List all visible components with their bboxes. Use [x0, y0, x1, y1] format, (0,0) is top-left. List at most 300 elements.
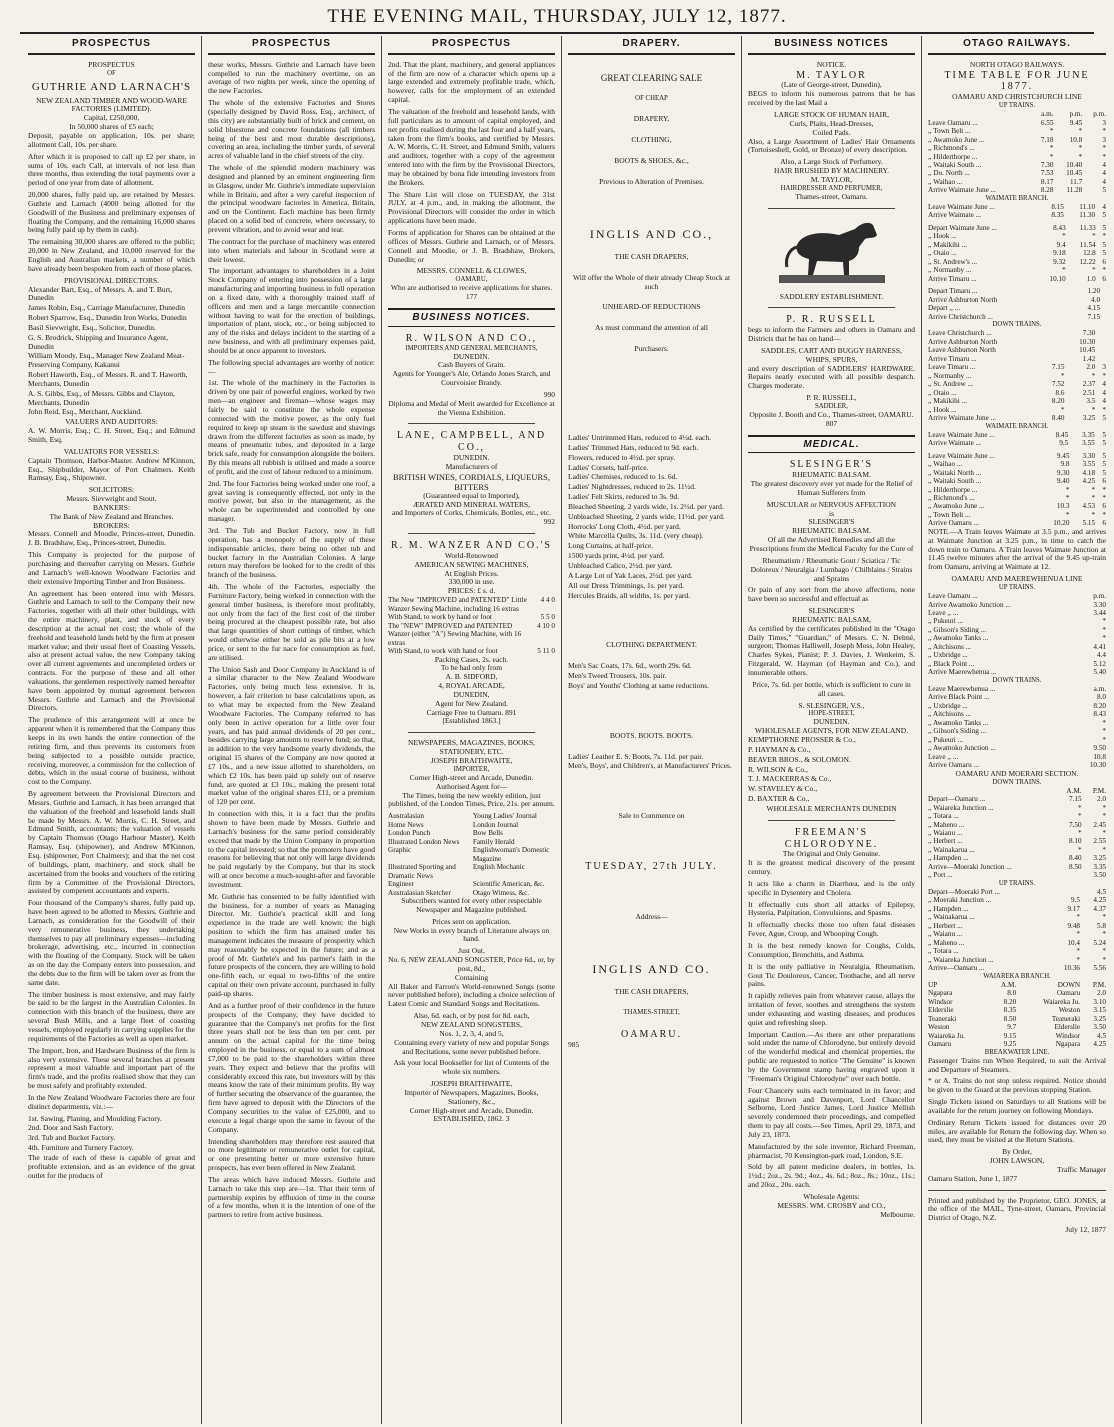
- time-cell: 4.5: [1097, 887, 1106, 896]
- time-cell: 9.4: [1056, 240, 1066, 249]
- ad-number: 3: [505, 1114, 510, 1124]
- freeman-line: Wholesale Agents:: [803, 1191, 860, 1201]
- ad-number: 177: [465, 292, 478, 302]
- taylor-name: M. TAYLOR,: [810, 174, 853, 184]
- timetable: [928, 592, 1106, 677]
- table-row: [928, 956, 1106, 964]
- time-cell: *: [1062, 232, 1066, 241]
- ad-number: 891: [505, 707, 517, 717]
- paragraph: Intending shareholders may therefore rest assured that no more legitimate or remunerative outlet for capital, or one presenting better or more extensive future prospects, has ever been offered in New Zealand.: [208, 1136, 375, 1173]
- time-cell: 9.18: [1053, 249, 1066, 258]
- braithwaite-line: Subscribers wanted for every other respectable Newspaper and Magazine published.: [401, 896, 542, 914]
- station-cell: ,, Waiareka Junction ...: [928, 803, 994, 812]
- wanzer-name: R. M. WANZER AND CO.'S: [391, 540, 552, 552]
- station-cell: ,, Black Point ...: [928, 659, 975, 668]
- time-cell: 5: [1102, 451, 1106, 460]
- station-cell: ,, Wainakarua ...: [928, 913, 975, 922]
- wholesale-merchants: WHOLESALE MERCHANTS DUNEDIN: [766, 803, 897, 813]
- time-cell: *: [1065, 494, 1070, 502]
- list-item: Ladies' Trimmed Hats, reduced to 9d. each.: [568, 442, 699, 452]
- time-cell: 9.30: [1056, 468, 1070, 477]
- paragraph: 20,000 shares, fully paid up, are retained by Messrs. Guthrie and Larnach (4000 being allotted for the Goodwill of the Business and preliminary expenses of floating the Company, and the remaining 16,000 shares being fully paid up by them in cash).: [28, 190, 195, 235]
- wanzer-goods: AMERICAN SEWING MACHINES,: [414, 559, 529, 569]
- slesinger-cert: As certified by the certificates published in the "Otago Daily Times," "Guardian," of Messrs. C. N. Delmé, surgeon; Thomas Halliwell, Joseph Moss, John Healey, Charles Sykes, Pianist; P. J. Davies, J. Wenkeim, S. Fitzgerald, W. Hayman (of Hayman and Co.), and innumerable others.: [748, 623, 915, 677]
- time-cell: 10.3: [1056, 502, 1070, 511]
- solicitors: Messrs. Sievwright and Stout.: [66, 494, 157, 504]
- table-row: [928, 346, 1106, 354]
- street: THAMES-STREET,: [623, 1008, 680, 1016]
- paragraph: 2nd. The four Factories being worked under one roof, a great saving is consequently effected, not only in the motive power, but also in the management, as the whole can be superintended and controlled by one manager.: [208, 478, 375, 524]
- time-cell: *: [1102, 955, 1106, 964]
- station-cell: ,, Port ...: [928, 871, 953, 880]
- station-cell: ,, Waianu ...: [928, 829, 963, 837]
- table-row: [928, 821, 1106, 829]
- sale-date: TUESDAY, 27th JULY.: [585, 861, 718, 873]
- table-row: [928, 685, 1106, 693]
- slesinger-line: Of all the Advertised Remedies and all the Prescriptions from the Medical Faculty for the Cure of: [749, 535, 914, 554]
- table-row: [928, 232, 1106, 240]
- table-row: [928, 258, 1106, 266]
- time-cell: 10.30: [1079, 337, 1096, 346]
- time-cell: 2.55: [1093, 837, 1106, 846]
- time-cell: 5: [1102, 249, 1106, 258]
- table-row: [928, 601, 1106, 609]
- station-cell: ,, Richmond's ...: [928, 144, 975, 153]
- table-row: [388, 863, 555, 880]
- time-cell: 2.37: [1082, 380, 1096, 389]
- list-item: Ladies' Chemises, reduced to 1s. 6d.: [568, 472, 678, 482]
- freeman-para: It acts like a charm in Diarrhœa, and is the only specific in Dysentery and Cholera.: [748, 878, 915, 897]
- taylor-stock: LARGE STOCK OF HUMAN HAIR,: [773, 109, 890, 119]
- braithwaite-head: NEWSPAPERS, MAGAZINES, BOOKS, STATIONERY, ETC.: [407, 738, 536, 757]
- time-cell: 11.30: [1079, 211, 1096, 220]
- table-row: [928, 643, 1106, 651]
- timetable: [928, 329, 1106, 422]
- lane-place: DUNEDIN.: [453, 453, 490, 463]
- agent: P. HAYMAN & Co.,: [748, 744, 811, 754]
- table-row: [928, 380, 1106, 388]
- table-row: [928, 439, 1106, 447]
- timetable-title: TIME TABLE FOR JUNE 1877.: [944, 69, 1090, 93]
- time-cell: *: [1102, 510, 1106, 519]
- time-cell: 12.8: [1083, 249, 1096, 258]
- director: William Moody, Esq., Manager New Zealand Meat-Preserving Company, Kakanui: [28, 351, 185, 370]
- station-cell: Leave Ashburton North: [928, 346, 996, 355]
- timetable: [928, 224, 1106, 283]
- time-cell: 7.30: [1082, 329, 1096, 338]
- time-cell: 8.43: [1053, 223, 1066, 232]
- time-cell: 3.55: [1082, 460, 1096, 469]
- price-item: With Stand, to work by hand or foot: [388, 613, 492, 622]
- table-row: [928, 119, 1106, 127]
- time-cell: 4.15: [1087, 304, 1101, 313]
- time-cell: 11.33: [1079, 223, 1096, 232]
- station-cell: ,, Herbert ...: [928, 837, 963, 846]
- wanzer-line: 330,000 in use.: [448, 577, 495, 587]
- braithwaite-line: Prices sent on application.: [432, 916, 511, 926]
- time-cell: 8.20: [1093, 701, 1106, 710]
- brokers: Messrs. Connell and Moodie, Princes-street, Dunedin. J. B. Bradshaw, Esq., Princes-street, Dunedin.: [28, 529, 195, 548]
- great-sale: GREAT CLEARING SALE: [600, 72, 703, 83]
- vessels-heading: VALUATORS FOR VESSELS:: [63, 446, 160, 456]
- ad-number: 985: [568, 1039, 580, 1049]
- station-cell: Leave ,, ...: [928, 752, 959, 761]
- branch-title: WAIAREKA BRANCH.: [983, 972, 1051, 980]
- station-cell: Arrive Ashburton North: [928, 295, 998, 304]
- time-cell: 3: [1102, 118, 1106, 127]
- time-cell: 7.15: [1068, 795, 1082, 804]
- paragraph: In connection with this, it is a fact that the profits shown to have been made by Messrs. Guthrie and Larnach's business for the same period considerably exceed that made by the Union Company in proportion to the capital invested; so that the promoters have good reasons for believing that not only will large dividends be paid regularly by the Company, but that its stock will at once become a much-sought-after and favorable investment.: [208, 809, 375, 889]
- time-cell: *: [1060, 371, 1065, 380]
- table-row: [928, 888, 1106, 896]
- time-cell: 5.24: [1093, 938, 1106, 947]
- town: OAMARU.: [621, 1028, 682, 1040]
- time-cell: 1.0: [1086, 274, 1096, 283]
- station-cell: ,, Hampden ...: [928, 854, 969, 863]
- manager-title: Traffic Manager: [1057, 1164, 1106, 1174]
- paragraph: The trade of each of these is capable of great and profitable extension, and as an evidence of the great outlet for the products of: [28, 1152, 195, 1180]
- station-cell: Depart—Moeraki Port ...: [928, 887, 1001, 896]
- paper: Illustrated London News: [388, 837, 460, 846]
- paper: Englishwoman's Domestic Magazine: [472, 846, 550, 863]
- paper: Engineer: [388, 880, 414, 889]
- paper: Australasian: [388, 812, 424, 821]
- time-cell: 10.30: [1089, 761, 1106, 770]
- paragraph: By agreement between the Provisional Directors and Messrs. Guthrie and Larnach, it has been arranged that the valuation of the freehold and leasehold lands shall be made by Messrs. A. W. Morris, C. H. Street, and Edmund Smith, accountants; the valuation of vessels by Captain Thomson (Otago Harbour Master), Keith Ramsay, Esq. (shipowner), and Andrew M'Kinnon, Esq. (shipowner, Port Chalmers); and that the net cost of buildings, plant, machinery, and stock shall be ascertained from the books and vouchers of the retiring firm by a Committee of the Provisional Directors, assisted by competent accountants and experts.: [28, 789, 195, 896]
- wilson-diploma: Diploma and Medal of Merit awarded for Excellence at the Vienna Exhibition.: [388, 398, 555, 417]
- freeman-para: It is the best remedy known for Coughs, Colds, Consumption, Bronchitis, and Asthma.: [748, 941, 915, 959]
- address-label: Address—: [635, 911, 668, 921]
- divider: [768, 307, 895, 308]
- branch-title: WAIMATE BRANCH.: [985, 194, 1049, 202]
- slesinger-line: RHEUMATIC BALSAM.: [792, 526, 871, 536]
- table-row: [388, 821, 555, 829]
- time-cell: 4.5: [1097, 1031, 1106, 1040]
- time-cell: [1039, 338, 1064, 346]
- table-row: [928, 753, 1106, 761]
- time-cell: *: [1102, 718, 1106, 727]
- time-cell: *: [1102, 494, 1106, 502]
- braithwaite-line: All Baker and Farron's World-renowned Songs (some never published before), including a choice selection of Latest Comic and Standard Songs and Recitations.: [388, 981, 555, 1009]
- time-cell: Oamaru: [1056, 989, 1081, 998]
- braithwaite-est: [388, 1115, 555, 1124]
- director: A. S. Gibbs, Esq., of Messrs. Gibbs and Clayton, Merchants, Dunedin: [28, 388, 175, 407]
- time-cell: *: [1060, 405, 1065, 414]
- time-cell: 4.25: [1093, 1040, 1106, 1049]
- station-cell: ,, Makikihi ...: [928, 240, 967, 249]
- lane-name: LANE, CAMPBELL, AND CO.,: [396, 430, 547, 454]
- paragraph: The Import, Iron, and Hardware Business of the firm is also very extensive. These several branches at present represent a most valuable and important part of the firm's trade, and the profits realised show that they can be most safely and profitably extended.: [28, 1045, 195, 1091]
- time-cell: 2.45: [1093, 820, 1106, 829]
- medical-heading: MEDICAL.: [748, 435, 915, 454]
- table-row: [928, 837, 1106, 845]
- time-cell: 5: [1102, 468, 1106, 477]
- table-row: [388, 846, 555, 863]
- table-row: [928, 203, 1106, 211]
- time-cell: *: [1102, 405, 1106, 414]
- station-cell: ,, Gibson's Siding ...: [928, 625, 987, 634]
- railways-sub: NORTH OTAGO RAILWAYS.: [969, 59, 1065, 69]
- table-row: [928, 693, 1106, 701]
- prices-label: PRICES:: [447, 586, 476, 596]
- station-cell: ,, Hilderthorpe ...: [928, 152, 978, 161]
- station-cell: ,, Hilderthorpe ...: [928, 485, 978, 494]
- station-cell: Weston: [928, 1023, 950, 1032]
- station-date: Oamaru Station, June 1, 1877: [928, 1173, 1018, 1183]
- time-cell: *: [1078, 127, 1083, 136]
- table-row: [928, 494, 1106, 502]
- shares: In 50,000 shares of £5 each;: [69, 122, 154, 132]
- lane-line: ÆRATED AND MINERAL WATERS,: [412, 499, 531, 509]
- time-cell: 9.32: [1053, 257, 1066, 266]
- time-cell: 9.45: [1056, 451, 1070, 460]
- table-row: [928, 1040, 1106, 1048]
- station-cell: Elderslie: [928, 1006, 954, 1015]
- table-row: [928, 224, 1106, 232]
- column-heading: PROSPECTUS: [28, 36, 195, 55]
- time-cell: *: [1065, 485, 1070, 494]
- time-cell: [1100, 287, 1106, 295]
- timetable: [928, 685, 1106, 770]
- time-cell: *: [1102, 485, 1106, 494]
- agents-list: [748, 736, 915, 804]
- time-cell: 8.35: [1003, 1006, 1017, 1015]
- table-header-row: [928, 981, 1106, 989]
- time-cell: *: [1076, 947, 1081, 956]
- department: 2nd. Door and Sash Factory.: [28, 1123, 114, 1133]
- prospectus-of: OF: [107, 69, 116, 77]
- time-cell: [1100, 304, 1106, 312]
- railway-note: Ordinary Return Tickets issued for distances over 20 miles, are available for Return the following day. When so used, they must be visited at the Return Stations.: [928, 1117, 1106, 1145]
- russell-role: SADDLER,: [814, 402, 849, 410]
- paragraph: The whole of the splendid modern machinery was designed and planned by an eminent engineering firm in Glasgow, under Mr. Guthrie's immediate supervision while in Britain, and after a very careful inspection of the principal woodware factories in America, Britain, and on the Continent. Each machine has been firmly placed on a solid bed of concrete, where necessary, to prevent vibration, and to avoid wear and tear.: [208, 163, 375, 234]
- station-cell: ,, Wainakarua ...: [928, 845, 975, 854]
- braithwaite-line: Importer of Newspapers, Magazines, Books, Stationery, &c.,: [404, 1087, 539, 1106]
- company-name-line2: NEW ZEALAND TIMBER AND WOOD-WARE FACTORIES (LIMITED).: [36, 95, 187, 114]
- time-cell: 5: [1102, 414, 1106, 423]
- station-cell: Arrive Waimate ...: [928, 439, 981, 448]
- station-cell: ,, Pukeuri ...: [928, 617, 963, 626]
- slesinger-line: HOPE-STREET,: [808, 710, 855, 718]
- paper: Graphic: [388, 846, 412, 855]
- brokers-heading: BROKERS:: [93, 520, 130, 530]
- time-cell: 9.25: [1003, 1040, 1017, 1049]
- sale-line: Purchasers.: [634, 344, 669, 354]
- timetable: [928, 981, 1106, 1049]
- column-prospectus-3: [382, 36, 562, 1424]
- table-row: [928, 947, 1106, 955]
- divider: [408, 732, 535, 733]
- time-cell: 6: [1102, 274, 1106, 283]
- manager-name: JOHN LAWSON,: [989, 1156, 1045, 1166]
- paragraph: Mr. Guthrie has consented to be fully identified with the business, for a number of years as Managing Director. Mr. Guthrie's practical skill and long experience in the trade are well known; the high position to which the firm has attained under his management indicates the measure of prosperity which may reasonably be expected in the future; and as a proof of Mr. Guthrie's and his partner's faith in the future prospects of the concern, they are willing to hold one-fifth each, or equal to two-fifths of the entire capital on their own private account, purchased in fully paid-up shares.: [208, 891, 375, 999]
- paper: Scientific American, &c.: [472, 880, 545, 889]
- list-item: Flowers, reduced to 4½d. per spray.: [568, 452, 676, 462]
- currency-header: £ s. d.: [477, 586, 496, 596]
- table-row: [928, 812, 1106, 820]
- time-cell: 8.43: [1093, 710, 1106, 719]
- department: 4th. Furniture and Turnery Factory.: [28, 1143, 134, 1153]
- sale-items-list: [568, 434, 735, 600]
- time-cell: 3.35: [1082, 430, 1095, 439]
- wilson-agents: Agents for Younger's Ale, Orlando Jones Starch, and Courvoisier Brandy.: [392, 369, 551, 388]
- station-cell: Arrive—Moeraki Junction ...: [928, 862, 1012, 871]
- braithwaite-name: JOSEPH BRAITHWAITE,: [430, 755, 513, 765]
- table-row: [928, 153, 1106, 161]
- table-row: [928, 414, 1106, 422]
- paragraph: The following special advantages are worthy of notice:—: [208, 357, 375, 376]
- taylor-name: M. TAYLOR: [796, 69, 867, 81]
- time-cell: 8.45: [1055, 430, 1069, 439]
- table-row: [928, 511, 1106, 519]
- station-cell: ,, Waihao ...: [928, 177, 963, 186]
- page-columns: [22, 36, 1112, 1424]
- divider: [408, 423, 535, 424]
- station-cell: ,, Otaio ...: [928, 249, 957, 258]
- station-cell: Depart Waimate June ...: [928, 223, 997, 232]
- table-row: [928, 727, 1106, 735]
- paragraph: The timber business is most extensive, and may fairly be said to be the largest in the Australian Colonies. In connection with this branch of the business, there are several Bush Mills, and a large fleet of coasting vessels, employed regularly in carrying supplies for the requirements of the Factories as well as open market.: [28, 989, 195, 1043]
- column-header: a.m.: [1041, 110, 1054, 119]
- station-cell: ,, Uxbridge ...: [928, 651, 968, 660]
- boots-list: [568, 753, 735, 772]
- time-cell: 7.50: [1068, 820, 1082, 829]
- station-cell: Arrive Black Point ...: [928, 693, 990, 702]
- department: 3rd. Tub and Bucket Factory.: [28, 1133, 116, 1143]
- table-row: [928, 871, 1106, 879]
- time-cell: 9.50: [1093, 744, 1106, 753]
- table-row: [928, 469, 1106, 477]
- station-cell: Waiareka Ju.: [928, 1031, 965, 1040]
- time-cell: 1.42: [1082, 354, 1096, 363]
- lane-goods: BRITISH WINES, CORDIALS, LIQUEURS, BITTERS: [392, 471, 551, 492]
- time-cell: 6: [1102, 519, 1106, 528]
- time-cell: 6.55: [1040, 118, 1054, 127]
- time-cell: 5: [1102, 186, 1106, 195]
- list-item: Men's Tweed Trousers, 10s. pair.: [568, 671, 667, 681]
- time-cell: 4: [1102, 169, 1106, 178]
- table-row: [928, 702, 1106, 710]
- time-cell: 9.45: [1069, 118, 1083, 127]
- table-row: [928, 710, 1106, 718]
- table-row: [928, 1006, 1106, 1014]
- director: Robert Sparrow, Esq., Dunedin Iron Works, Dunedin: [28, 313, 187, 323]
- table-row: [928, 355, 1106, 363]
- time-cell: 7.52: [1051, 380, 1065, 389]
- time-cell: 2.51: [1082, 388, 1096, 397]
- station-cell: Leave Waimate June ...: [928, 451, 995, 460]
- paragraph: In the New Zealand Woodware Factories there are four distinct departments, viz.:—: [28, 1092, 195, 1111]
- column-heading: PROSPECTUS: [208, 36, 375, 55]
- station-cell: ,, Maheno ...: [928, 820, 965, 829]
- time-cell: *: [1102, 634, 1106, 643]
- station-cell: Arrive Awamoko Junction ...: [928, 600, 1011, 609]
- table-row: [928, 372, 1106, 380]
- valuers: A. W. Morris, Esq.; C. H. Street, Esq.; and Edmund Smith, Esq.: [28, 426, 195, 444]
- list-item: White Marcella Quilts, 3s. 11d. (very cheap).: [568, 531, 704, 541]
- station-cell: Leave ,, ...: [928, 608, 959, 617]
- station-cell: Arrive Oamaru ...: [928, 761, 979, 770]
- table-row: [928, 804, 1106, 812]
- director: Alexander Bart, Esq., of Messrs. A. and T. Burt, Dunedin: [28, 284, 173, 303]
- freeman-para: It effectually cuts short all attacks of Epilepsy, Hysteria, Palpitation, Convulsions, and Spasms.: [748, 899, 915, 918]
- wanzer-price-table: [388, 596, 555, 655]
- time-cell: [1100, 313, 1106, 321]
- time-cell: 2.0: [1086, 363, 1096, 372]
- inglis-name: INGLIS AND CO.,: [589, 226, 714, 241]
- taylor-line: (Late of George-street, Dunedin),: [781, 80, 882, 90]
- station-cell: Arrive Timaru ...: [928, 274, 977, 283]
- railway-note: Single Tickets issued on Saturdays to all Stations will be available for the return journey on following Mondays.: [928, 1097, 1106, 1115]
- table-row: [928, 329, 1106, 337]
- table-row: [928, 211, 1106, 219]
- list-item: Men's Sac Coats, 17s. 6d., worth 29s. 6d.: [568, 661, 692, 671]
- column-header: A.M.: [1001, 980, 1017, 989]
- wanzer-line: 4, ROYAL ARCADE,: [438, 681, 505, 691]
- time-cell: 10.36: [1063, 964, 1081, 973]
- table-row: [388, 838, 555, 846]
- valuers-heading: VALUERS AND AUDITORS:: [65, 417, 158, 427]
- prospectus-heading: PROSPECTUS: [88, 59, 135, 69]
- time-cell: 5.15: [1082, 519, 1096, 528]
- table-row: [928, 169, 1106, 177]
- wilson-line: IMPORTERS AND GENERAL MERCHANTS,: [405, 344, 538, 352]
- time-cell: p.m.: [1093, 592, 1106, 601]
- table-row: [928, 939, 1106, 947]
- timetable-note: NOTE.—A Train leaves Waimate at 3.5 p.m., and arrives at Waimate Junction at 3.25 p.m., in time to catch the down train to Oamaru. A Train leaves Waimate Junction at 11.45 twelve minutes after the arrival of the 9.45 up-train from Oamaru, arriving at Waimate at 12.: [928, 526, 1106, 572]
- time-cell: 7.30: [1040, 161, 1054, 169]
- time-cell: 5: [1102, 223, 1106, 232]
- station-cell: Leave Waimate June ...: [928, 202, 995, 211]
- time-cell: *: [1102, 735, 1106, 744]
- table-row: [928, 161, 1106, 169]
- table-row: [928, 313, 1106, 321]
- railway-note: * or A. Trains do not stop unless required. Notice should be given to the Guard at the previous stopping Station.: [928, 1076, 1106, 1095]
- station-cell: Arrive Oamaru ...: [928, 519, 979, 528]
- time-cell: 4.0: [1091, 295, 1101, 304]
- time-cell: [1054, 871, 1081, 879]
- table-row: [388, 596, 555, 613]
- table-row: [928, 486, 1106, 494]
- time-cell: 3.15: [1093, 1006, 1106, 1015]
- slesinger-line: DUNEDIN.: [813, 717, 850, 727]
- time-cell: *: [1102, 812, 1106, 821]
- sale-note: Previous to Alteration of Premises.: [599, 176, 704, 186]
- station-cell: ,, Awamoko Junction ...: [928, 744, 996, 753]
- masthead-rule: [20, 32, 1094, 34]
- table-row: [928, 592, 1106, 600]
- share-agent: MESSRS. CONNELL & CLOWES,: [416, 266, 527, 276]
- paragraph: And as a further proof of their confidence in the future prospects of the Company, they have decided to guarantee that the Company's net profits for the first three years shall not be less than ten per cent. per annum on the actual capital for the time being employed in the business, or equal to a sum of almost £7,000 to be paid to the shareholders within three years. They expect and believe that the profits will considerably exceed this rate, but investors will by this means know the rate of their minimum profits. By way of further securing the observance of the guarantee, the firm have agreed to deposit with the Directors of the Company securities to the value of £25,000, and to execute a legal charge upon the same in favour of the Company.: [208, 1000, 375, 1134]
- slesinger-line: MUSCULAR or NERVOUS AFFECTION: [766, 499, 897, 509]
- wanzer-line: Packing Cases, 2s. each.: [434, 654, 509, 664]
- price-value: 5 11 0: [537, 647, 555, 656]
- time-cell: 3.35: [1093, 862, 1106, 871]
- timetable: [928, 110, 1106, 195]
- column-header: [928, 110, 1030, 118]
- wanzer-line: World-Renowned: [444, 550, 499, 560]
- paper: Otago Witness, &c.: [472, 888, 530, 897]
- table-row: [388, 613, 555, 621]
- time-cell: 2.0: [1097, 989, 1106, 998]
- station-cell: Windsor: [928, 997, 953, 1006]
- time-cell: *: [1049, 144, 1054, 153]
- slesinger-ailments: Rheumatism / Rheumatic Gout / Sciatica / Tic Doloreux / Neuralgia / Lumbago / Chilblains / Strains and Sprains: [750, 555, 913, 583]
- time-cell: 5.8: [1097, 921, 1106, 930]
- director: John Reid, Esq., Merchant, Auckland.: [28, 407, 142, 417]
- column-heading: OTAGO RAILWAYS.: [928, 36, 1106, 55]
- time-cell: 9.5: [1059, 439, 1069, 448]
